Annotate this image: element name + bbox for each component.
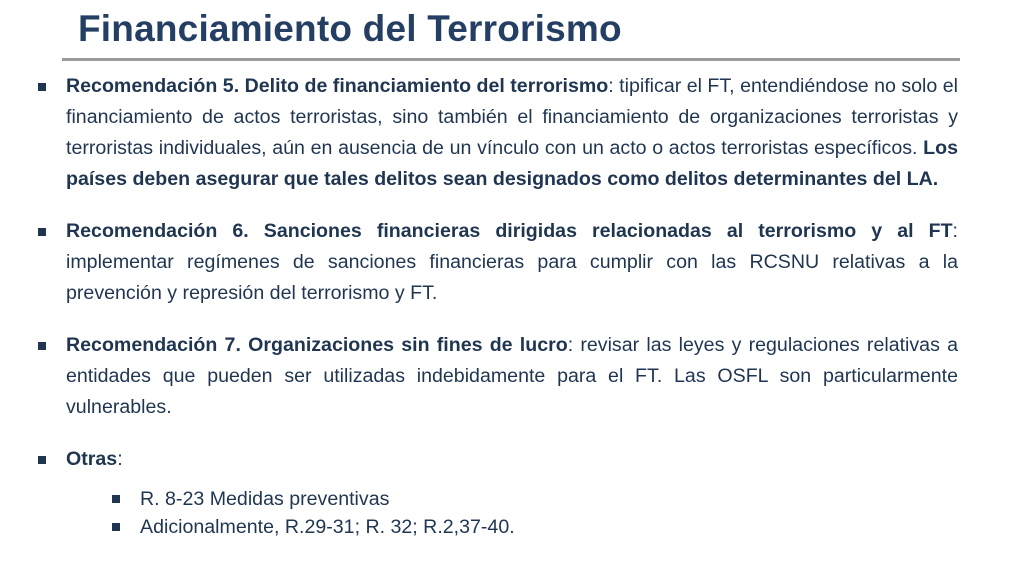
- square-bullet-icon: [38, 228, 46, 236]
- bullet-item-recomendacion-5: [36, 71, 958, 195]
- item-text: : implementar regímenes de sanciones financieras para cumplir con las RCSNU relativas a la prevención y represión del terrorismo y FT.: [66, 220, 958, 304]
- item-emphasis: Los países deben asegurar que tales delitos sean designados como delitos determinantes del LA.: [66, 137, 958, 190]
- square-bullet-icon: [112, 523, 120, 531]
- slide-title: Financiamiento del Terrorismo: [78, 8, 622, 49]
- square-bullet-icon: [38, 456, 46, 464]
- item-heading: Recomendación 6. Sanciones financieras dirigidas relacionadas al terrorismo y al FT: [66, 220, 953, 242]
- item-heading: Otras: [66, 448, 118, 470]
- item-text: : tipificar el FT, entendiéndose no solo el financiamiento de actos terroristas, sino también el financiamiento de organizaciones terroristas y terroristas individuales, aún en ausencia de un vínculo con un acto o actos terroristas específicos.: [66, 75, 958, 159]
- item-heading: Recomendación 7. Organizaciones sin fines de lucro: [66, 334, 568, 356]
- sub-bullet-item: [110, 485, 958, 513]
- bullet-list: [36, 71, 958, 541]
- item-text: :: [117, 448, 123, 470]
- square-bullet-icon: [112, 495, 120, 503]
- square-bullet-icon: [38, 83, 46, 91]
- sub-item-text: R. 8-23 Medidas preventivas: [140, 488, 390, 510]
- bullet-item-recomendacion-7: [36, 330, 958, 423]
- square-bullet-icon: [38, 342, 46, 350]
- bullet-item-otras: [36, 444, 958, 541]
- title-divider: [62, 58, 960, 61]
- sub-bullet-list: [110, 485, 958, 541]
- sub-item-text: Adicionalmente, R.29-31; R. 32; R.2,37-40.: [140, 516, 515, 538]
- item-text: : revisar las leyes y regulaciones relativas a entidades que pueden ser utilizadas indebidamente para el FT. Las OSFL son particularmente vulnerables.: [66, 334, 958, 418]
- bullet-item-recomendacion-6: [36, 216, 958, 309]
- sub-bullet-item: [110, 513, 958, 541]
- item-heading: Recomendación 5. Delito de financiamiento del terrorismo: [66, 75, 609, 97]
